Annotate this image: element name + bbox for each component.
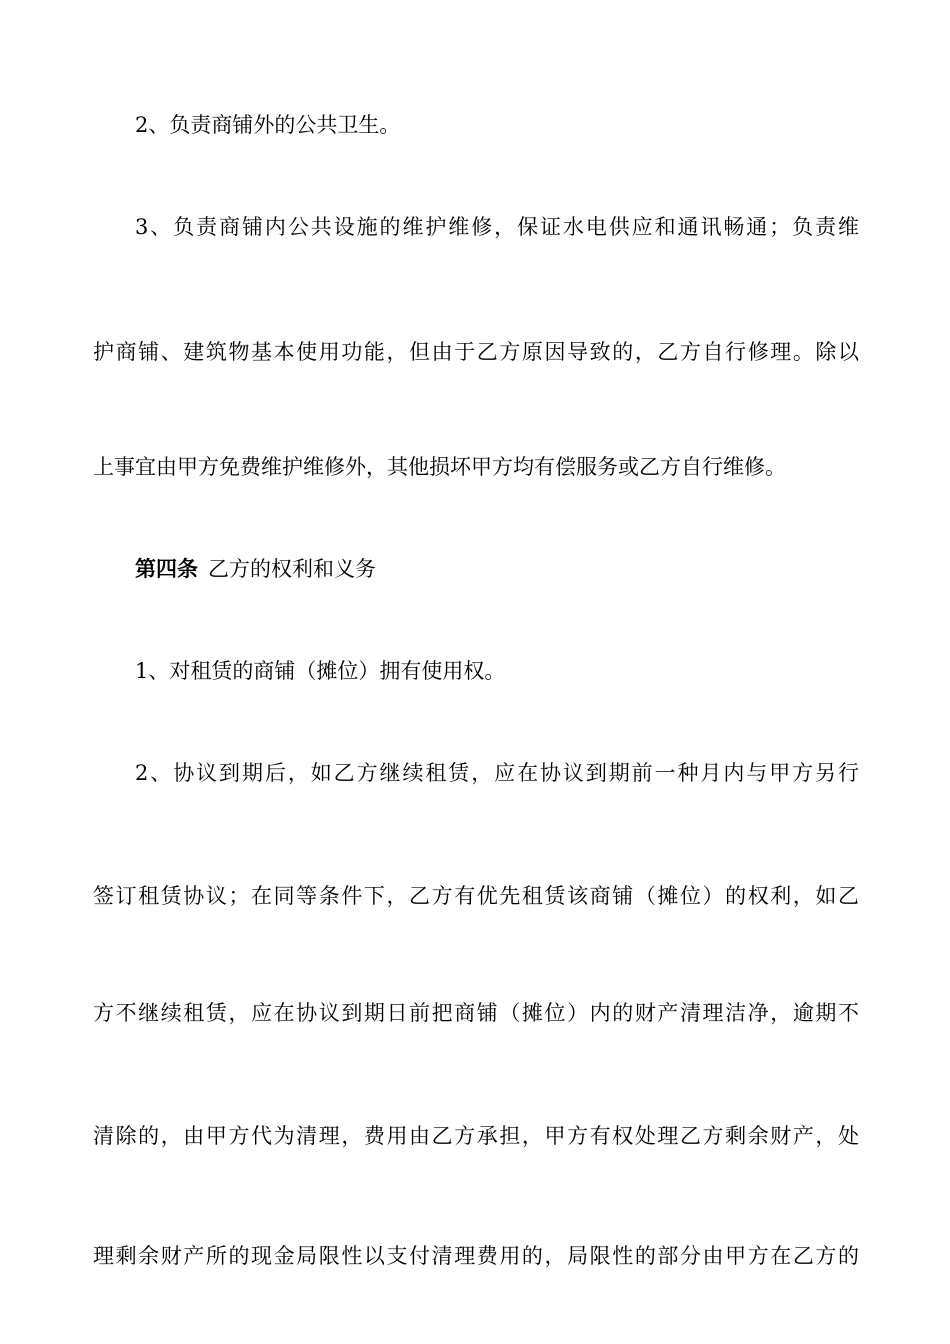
article-number: 第四条 bbox=[135, 557, 198, 581]
paragraph-line: 方不继续租赁，应在协议到期日前把商铺（摊位）内的财产清理洁净，逾期不 bbox=[93, 1001, 859, 1025]
paragraph-line: 理剩余财产所的现金局限性以支付清理费用的，局限性的部分由甲方在乙方的 bbox=[93, 1244, 859, 1268]
paragraph-line: 3、负责商铺内公共设施的维护维修，保证水电供应和通讯畅通；负责维 bbox=[135, 215, 859, 239]
paragraph-line: 2、协议到期后，如乙方继续租赁，应在协议到期前一种月内与甲方另行 bbox=[135, 761, 859, 785]
paragraph-line: 2、负责商铺外的公共卫生。 bbox=[135, 113, 401, 137]
paragraph-line: 1、对租赁的商铺（摊位）拥有使用权。 bbox=[135, 659, 506, 683]
paragraph-line: 签订租赁协议；在同等条件下，乙方有优先租赁该商铺（摊位）的权利，如乙 bbox=[93, 884, 859, 908]
paragraph-line: 清除的，由甲方代为清理，费用由乙方承担，甲方有权处理乙方剩余财产，处 bbox=[93, 1124, 859, 1148]
article-heading bbox=[135, 554, 859, 584]
paragraph-line: 上事宜由甲方免费维护维修外，其他损坏甲方均有偿服务或乙方自行维修。 bbox=[93, 455, 786, 479]
paragraph-line: 护商铺、建筑物基本使用功能，但由于乙方原因导致的，乙方自行修理。除以 bbox=[93, 340, 859, 364]
article-title: 乙方的权利和义务 bbox=[208, 557, 376, 581]
